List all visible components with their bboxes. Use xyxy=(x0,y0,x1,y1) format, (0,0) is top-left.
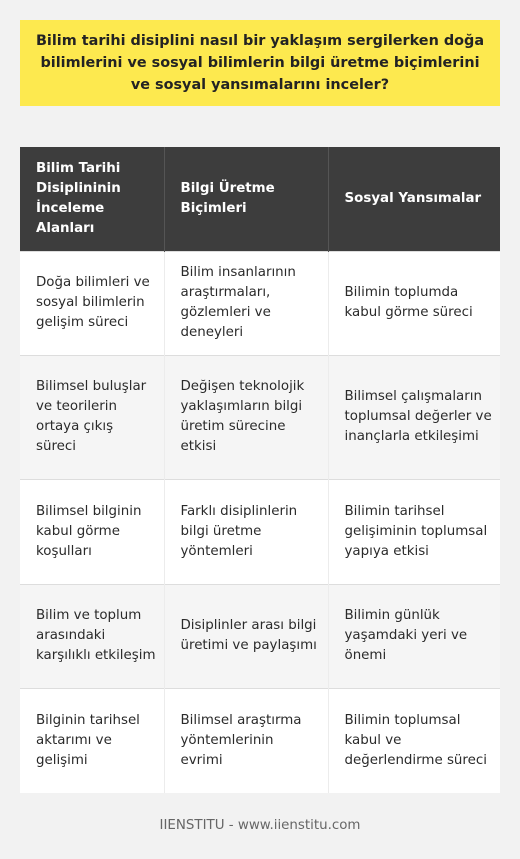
column-header: Bilgi Üretme Biçimleri xyxy=(164,147,328,251)
column-header: Sosyal Yansımalar xyxy=(328,147,500,251)
table-header-row xyxy=(20,147,500,251)
column-header: Bilim Tarihi Disiplininin İnceleme Alanları xyxy=(20,147,164,251)
table-cell: Farklı disiplinlerin bilgi üretme yöntemleri xyxy=(164,479,328,584)
table-cell: Doğa bilimleri ve sosyal bilimlerin gelişim süreci xyxy=(20,251,164,355)
table-cell: Bilimin günlük yaşamdaki yeri ve önemi xyxy=(328,584,500,688)
table-cell: Bilimin toplumda kabul görme süreci xyxy=(328,251,500,355)
table-cell: Disiplinler arası bilgi üretimi ve paylaşımı xyxy=(164,584,328,688)
page-title: Bilim tarihi disiplini nasıl bir yaklaşım sergilerken doğa bilimlerini ve sosyal bilimlerin bilgi üretme biçimlerini ve sosyal yansımalarını inceler? xyxy=(35,33,485,93)
table-cell: Bilim insanlarının araştırmaları, gözlemleri ve deneyleri xyxy=(164,251,328,355)
table-row xyxy=(20,688,500,793)
question-banner xyxy=(20,20,500,106)
table-row xyxy=(20,584,500,688)
table-row xyxy=(20,355,500,479)
table-cell: Bilimsel çalışmaların toplumsal değerler ve inançlarla etkileşimi xyxy=(328,355,500,479)
table-cell: Bilimin tarihsel gelişiminin toplumsal yapıya etkisi xyxy=(328,479,500,584)
table-row xyxy=(20,479,500,584)
table-cell: Bilimsel bilginin kabul görme koşulları xyxy=(20,479,164,584)
comparison-table xyxy=(20,147,500,793)
table-cell: Bilginin tarihsel aktarımı ve gelişimi xyxy=(20,688,164,793)
table-cell: Bilimsel araştırma yöntemlerinin evrimi xyxy=(164,688,328,793)
table-cell: Değişen teknolojik yaklaşımların bilgi üretim sürecine etkisi xyxy=(164,355,328,479)
table-cell: Bilimin toplumsal kabul ve değerlendirme süreci xyxy=(328,688,500,793)
table-row xyxy=(20,251,500,355)
table-cell: Bilim ve toplum arasındaki karşılıklı etkileşim xyxy=(20,584,164,688)
table-cell: Bilimsel buluşlar ve teorilerin ortaya çıkış süreci xyxy=(20,355,164,479)
footer-credit: IIENSTITU - www.iienstitu.com xyxy=(159,818,361,833)
